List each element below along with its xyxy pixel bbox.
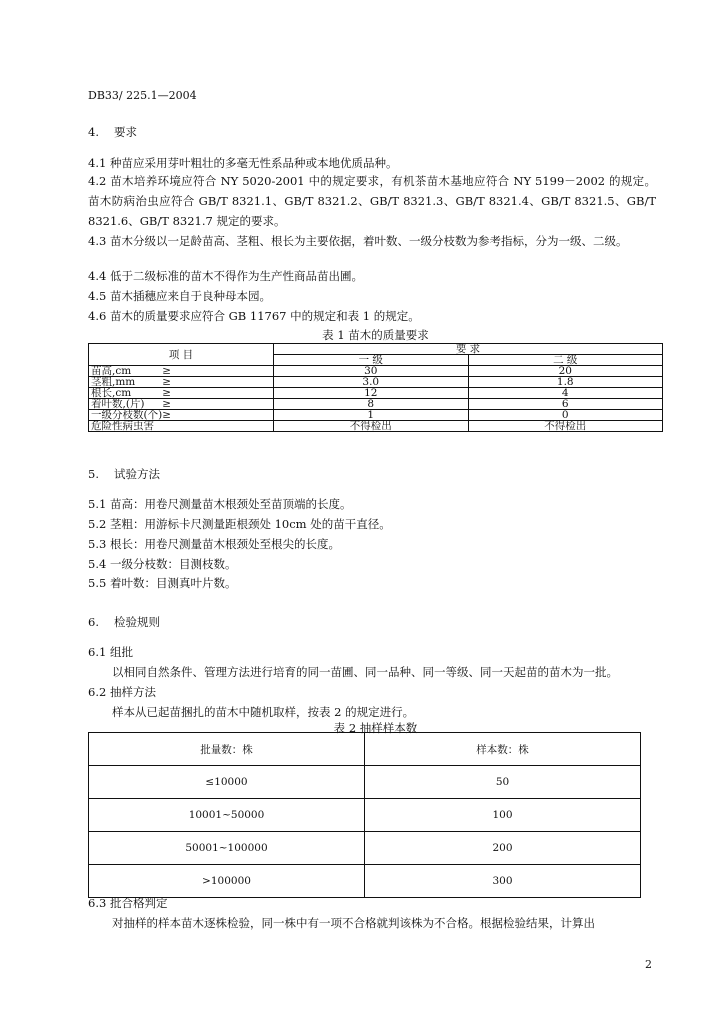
clause-4-2: 4.2 苗木培养环境应符合 NY 5020-2001 中的规定要求，有机茶苗木基地应符合 NY 5199－2002 的规定。苗木防病治虫应符合 GB/T 8321.1、GB/T 8321.2、GB/T 8321.3、GB/T 8321.4、GB/T 8321.5、GB/T 8321.6、GB/T 8321.7 规定的要求。 [88, 174, 656, 228]
row-label: 苗高,cm [91, 365, 132, 377]
table-cell-grade-1: 12 [274, 388, 469, 399]
clause-4-5: 4.5 苗木插穗应来自于良种母本园。 [88, 289, 271, 303]
table-cell-label [89, 377, 274, 388]
clause-6-2-title: 6.2 抽样方法 [88, 685, 156, 699]
table-cell-grade-2: 6 [468, 399, 663, 410]
table-cell-label [89, 366, 274, 377]
table-cell-batch: ≤10000 [89, 766, 365, 799]
row-label: 着叶数,(片) [91, 398, 145, 410]
table-cell-batch: 10001~50000 [89, 799, 365, 832]
document-id: DB33/ 225.1—2004 [88, 89, 197, 102]
row-symbol: ≥ [162, 398, 171, 410]
table-cell-grade-2: 不得检出 [468, 421, 663, 432]
table-cell-batch: >100000 [89, 865, 365, 898]
table-cell-sample: 50 [365, 766, 641, 799]
table-cell-sample: 200 [365, 832, 641, 865]
section-4-number: 4. [88, 125, 99, 139]
clause-6-1-text: 以相同自然条件、管理方法进行培育的同一苗圃、同一品种、同一等级、同一天起苗的苗木为一批。 [112, 665, 618, 679]
table-2-sample-sizes [88, 732, 641, 898]
row-label: 根长,cm [91, 387, 132, 399]
table-cell-grade-2: 20 [468, 366, 663, 377]
table-cell-grade-1: 8 [274, 399, 469, 410]
page-number: 2 [645, 958, 652, 971]
table-cell-sample: 300 [365, 865, 641, 898]
section-4-heading [88, 124, 137, 140]
clause-4-6: 4.6 苗木的质量要求应符合 GB 11767 中的规定和表 1 的规定。 [88, 309, 420, 323]
table-1-header-item: 项 目 [89, 344, 274, 366]
section-4-title: 要求 [114, 125, 137, 139]
table-cell-grade-2: 1.8 [468, 377, 663, 388]
clause-5-5: 5.5 着叶数：目测真叶片数。 [88, 576, 237, 590]
table-row [89, 766, 641, 799]
row-symbol: ≥ [162, 376, 171, 388]
table-cell-label [89, 421, 274, 432]
row-symbol: ≥ [162, 409, 171, 421]
row-label: 茎粗,mm [91, 376, 136, 388]
row-symbol: ≥ [162, 387, 171, 399]
table-cell-grade-1: 30 [274, 366, 469, 377]
table-cell-grade-1: 3.0 [274, 377, 469, 388]
table-row [89, 421, 663, 432]
clause-4-1: 4.1 种苗应采用芽叶粗壮的多毫无性系品种或本地优质品种。 [88, 156, 398, 170]
table-2-caption: 表 2 抽样样本数 [333, 721, 418, 735]
table-row [89, 366, 663, 377]
clause-6-2-text: 样本从已起苗捆扎的苗木中随机取样，按表 2 的规定进行。 [112, 705, 415, 719]
clause-6-3-title: 6.3 批合格判定 [88, 896, 168, 910]
table-1-header-grade-1: 一 级 [274, 355, 469, 366]
table-cell-batch: 50001~100000 [89, 832, 365, 865]
table-row [89, 799, 641, 832]
clause-6-3-text: 对抽样的样本苗木逐株检验，同一株中有一项不合格就判该株为不合格。根据检验结果，计算出 [112, 916, 595, 930]
table-row [89, 865, 641, 898]
table-1-quality-requirements [88, 343, 663, 432]
section-6-number: 6. [88, 615, 99, 629]
table-row [89, 399, 663, 410]
section-6-title: 检验规则 [114, 615, 160, 629]
clause-4-4: 4.4 低于二级标准的苗木不得作为生产性商品苗出圃。 [88, 269, 363, 283]
clause-5-2: 5.2 茎粗：用游标卡尺测量距根颈处 10cm 处的苗干直径。 [88, 517, 391, 531]
table-row [89, 410, 663, 421]
table-1-header-grade-2: 二 级 [468, 355, 663, 366]
clause-5-3: 5.3 根长：用卷尺测量苗木根颈处至根尖的长度。 [88, 537, 340, 551]
table-cell-grade-2: 0 [468, 410, 663, 421]
table-1-header-requirement: 要 求 [274, 344, 663, 355]
row-label: 一级分枝数(个) [91, 409, 163, 421]
table-cell-grade-2: 4 [468, 388, 663, 399]
clause-5-1: 5.1 苗高：用卷尺测量苗木根颈处至苗顶端的长度。 [88, 497, 352, 511]
table-row [89, 377, 663, 388]
table-cell-label [89, 399, 274, 410]
section-5-heading [88, 466, 160, 482]
table-row [89, 344, 663, 355]
table-cell-grade-1: 不得检出 [274, 421, 469, 432]
row-symbol: ≥ [162, 365, 171, 377]
clause-4-3: 4.3 苗木分级以一足龄苗高、茎粗、根长为主要依据，着叶数、一级分枝数为参考指标，分为一级、二级。 [88, 234, 628, 248]
clause-6-1-title: 6.1 组批 [88, 645, 133, 659]
clause-5-4: 5.4 一级分枝数：目测枝数。 [88, 557, 237, 571]
table-2-header-batch: 批量数：株 [89, 733, 365, 766]
table-cell-label [89, 388, 274, 399]
section-6-heading [88, 614, 160, 630]
table-cell-grade-1: 1 [274, 410, 469, 421]
table-cell-label [89, 410, 274, 421]
table-2-header-sample: 样本数：株 [365, 733, 641, 766]
section-5-title: 试验方法 [114, 467, 160, 481]
row-label: 危险性病虫害 [91, 420, 154, 432]
table-1-caption: 表 1 苗木的质量要求 [322, 328, 429, 342]
table-row [89, 733, 641, 766]
table-cell-sample: 100 [365, 799, 641, 832]
table-row [89, 388, 663, 399]
table-row [89, 832, 641, 865]
section-5-number: 5. [88, 467, 99, 481]
